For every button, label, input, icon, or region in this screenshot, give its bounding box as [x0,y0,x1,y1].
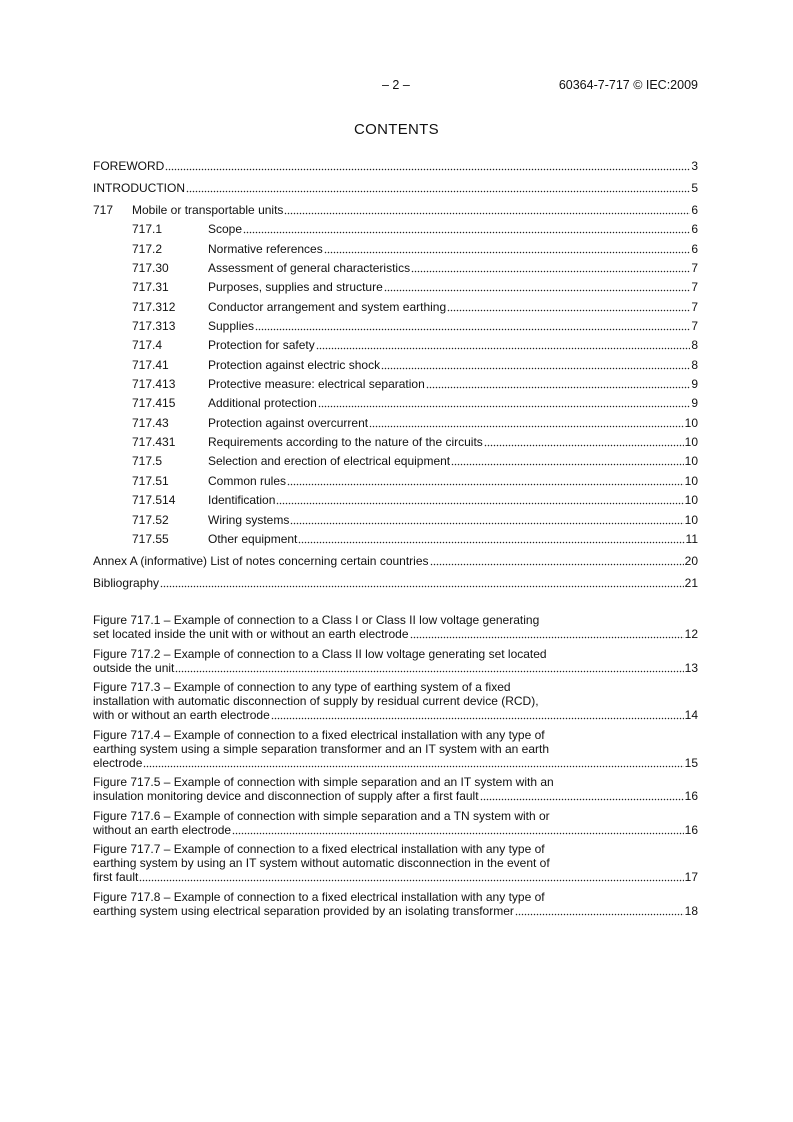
section-number: 717.55 [132,531,169,546]
dot-leader [411,263,690,273]
section-number: 717.51 [132,473,169,488]
figure-entry[interactable] [93,680,698,722]
page-ref: 16 [684,822,698,837]
figure-title-line: without an earth electrode [93,822,232,837]
toc-entry[interactable] [93,527,698,546]
section-title: INTRODUCTION [93,181,185,195]
dot-leader [143,758,683,768]
page-ref: 16 [684,789,698,803]
toc-entry[interactable] [93,195,698,217]
figure-title-line: insulation monitoring device and disconnection of supply after a first fault [93,789,479,803]
figure-title-line: outside the unit [93,660,175,675]
figure-title-last-line [93,789,698,803]
section-title: Conductor arrangement and system earthing [208,299,447,314]
figure-title-last-line [93,756,698,770]
standard-reference: 60364-7-717 © IEC:2009 [558,78,698,92]
section-number: 717.1 [132,222,163,237]
section-number: 717.2 [132,241,163,256]
toc-entry[interactable] [93,314,698,333]
section-number: 717.31 [132,280,169,295]
toc-entry[interactable] [93,488,698,507]
page-ref: 9 [691,377,698,392]
dot-leader [451,456,683,466]
page-ref: 12 [684,627,698,641]
section-title: Assessment of general characteristics [208,261,411,276]
section-number: 717.413 [132,377,176,392]
toc-entry[interactable] [93,173,698,195]
dot-leader [139,872,683,882]
toc-entry[interactable] [93,352,698,371]
section-title: Selection and erection of electrical equipment [208,454,451,469]
figure-title-last-line [93,904,698,918]
page-ref: 7 [691,261,698,276]
page-ref: 10 [684,435,698,450]
dot-leader [447,302,690,312]
toc-entry[interactable] [93,333,698,352]
dot-leader [287,476,684,486]
page-ref: 10 [684,415,698,430]
dot-leader [276,495,683,505]
dot-leader [430,556,684,566]
figure-title-last-line [93,708,698,722]
figure-title-last-line [93,661,698,675]
page-ref: 3 [691,159,698,173]
toc-entry[interactable] [93,507,698,526]
dot-leader [271,710,684,720]
dot-leader [426,379,691,389]
toc-entry[interactable] [93,275,698,294]
section-title: Common rules [208,473,287,488]
dot-leader [290,515,683,525]
figure-title-line: set located inside the unit with or without an earth electrode [93,627,409,641]
figure-title-line: Figure 717.6 – Example of connection with simple separation and a TN system with or [93,808,550,823]
section-number: 717.514 [132,493,176,508]
page-ref: 17 [684,870,698,884]
toc-entry[interactable] [93,236,698,255]
section-title: Protection against electric shock [208,357,381,372]
figure-title-line: with or without an earth electrode [93,708,270,722]
dot-leader [410,629,684,639]
section-number: 717.4 [132,338,163,353]
page-title: CONTENTS [354,121,439,138]
table-of-contents [93,151,698,590]
page-ref: 21 [684,575,698,590]
dot-leader [175,663,683,673]
section-number: 717.431 [132,435,176,450]
section-number: 717.313 [132,319,176,334]
figure-entry[interactable] [93,775,698,803]
dot-leader [255,321,690,331]
dot-leader [316,340,691,350]
toc-entry[interactable] [93,151,698,173]
dot-leader [480,791,684,801]
figure-title-line: earthing system using a simple separation transformer and an IT system with an earth [93,741,549,756]
dot-leader [232,825,684,835]
toc-entry[interactable] [93,430,698,449]
page-ref: 8 [691,338,698,353]
dot-leader [384,282,691,292]
toc-entry[interactable] [93,372,698,391]
dot-leader [369,418,684,428]
list-of-figures [93,613,698,923]
dot-leader [165,161,690,171]
dot-leader [484,437,684,447]
dot-leader [515,906,684,916]
figure-entry[interactable] [93,809,698,837]
figure-title-last-line [93,627,698,641]
dot-leader [381,360,690,370]
section-title: Bibliography [93,575,160,590]
section-title: Additional protection [208,396,317,411]
page-ref: 10 [684,473,698,488]
page-ref: 7 [691,319,698,334]
section-number: 717 [93,203,114,217]
page-ref: 15 [684,755,698,770]
page-ref: 6 [691,222,698,237]
figure-entry[interactable] [93,842,698,884]
page-number: – 2 – [382,78,410,92]
page-ref: 9 [691,396,698,411]
section-title: FOREWORD [93,159,165,173]
toc-entry[interactable] [93,410,698,429]
section-title: Wiring systems [208,512,290,527]
page-ref: 18 [684,903,698,918]
figure-title-line: earthing system by using an IT system without automatic disconnection in the event of [93,856,550,870]
page-ref: 7 [691,299,698,314]
page-ref: 5 [691,181,698,195]
toc-entry[interactable] [93,449,698,468]
section-title: Protection for safety [208,338,315,353]
toc-entry[interactable] [93,294,698,313]
figure-title-line: earthing system using electrical separation provided by an isolating transformer [93,903,514,918]
figure-title-line: electrode [93,755,143,770]
toc-entry[interactable] [93,391,698,410]
section-title: Normative references [208,241,323,256]
page-ref: 7 [691,280,698,295]
toc-entry[interactable] [93,256,698,275]
page-ref: 10 [684,493,698,508]
page-ref: 14 [684,708,698,722]
dot-leader [186,183,690,193]
section-title: Identification [208,493,276,508]
page-ref: 11 [685,531,698,546]
section-title: Requirements according to the nature of the circuits [208,435,483,450]
figure-title-last-line [93,823,698,837]
section-title: Scope [208,222,243,237]
toc-entry[interactable] [93,568,698,590]
figure-title-line: installation with automatic disconnection of supply by residual current device (RCD), [93,694,539,708]
section-number: 717.312 [132,299,176,314]
section-number: 717.415 [132,396,176,411]
dot-leader [318,398,691,408]
figure-entry[interactable] [93,728,698,770]
page-ref: 10 [684,512,698,527]
section-title: Protective measure: electrical separation [208,377,425,392]
page-ref: 10 [684,454,698,469]
dot-leader [160,578,684,588]
dot-leader [324,244,691,254]
section-number: 717.41 [132,357,169,372]
figure-title-last-line [93,870,698,884]
figure-title-line: Figure 717.4 – Example of connection to a fixed electrical installation with any type of [93,727,545,742]
toc-entry[interactable] [93,468,698,487]
figure-title-line: Figure 717.1 – Example of connection to a Class I or Class II low voltage generating [93,613,540,627]
section-number: 717.30 [132,261,169,276]
section-title: Annex A (informative) List of notes concerning certain countries [93,553,429,568]
figure-title-line: Figure 717.7 – Example of connection to a fixed electrical installation with any type of [93,842,545,856]
section-title: Purposes, supplies and structure [208,280,383,295]
section-title: Other equipment [208,531,298,546]
page-ref: 6 [691,203,698,217]
figure-title-line: Figure 717.5 – Example of connection with simple separation and an IT system with an [93,775,554,789]
figure-entry[interactable] [93,613,698,641]
figure-entry[interactable] [93,890,698,918]
section-title: Supplies [208,319,255,334]
section-title: Protection against overcurrent [208,415,369,430]
figure-title-line: Figure 717.8 – Example of connection to a fixed electrical installation with any type of [93,889,545,904]
page-ref: 20 [684,553,698,568]
section-number: 717.5 [132,454,163,469]
page-ref: 6 [691,241,698,256]
dot-leader [243,224,690,234]
dot-leader [284,205,690,215]
dot-leader [298,534,684,544]
figure-title-line: Figure 717.3 – Example of connection to any type of earthing system of a fixed [93,680,511,694]
figure-entry[interactable] [93,647,698,675]
section-title: Mobile or transportable units [132,203,284,217]
section-number: 717.43 [132,415,169,430]
figure-title-line: first fault [93,870,139,884]
page-ref: 8 [691,357,698,372]
toc-entry[interactable] [93,217,698,236]
section-number: 717.52 [132,512,169,527]
page-ref: 13 [684,660,698,675]
figure-title-line: Figure 717.2 – Example of connection to a Class II low voltage generating set located [93,646,547,661]
toc-entry[interactable] [93,546,698,568]
